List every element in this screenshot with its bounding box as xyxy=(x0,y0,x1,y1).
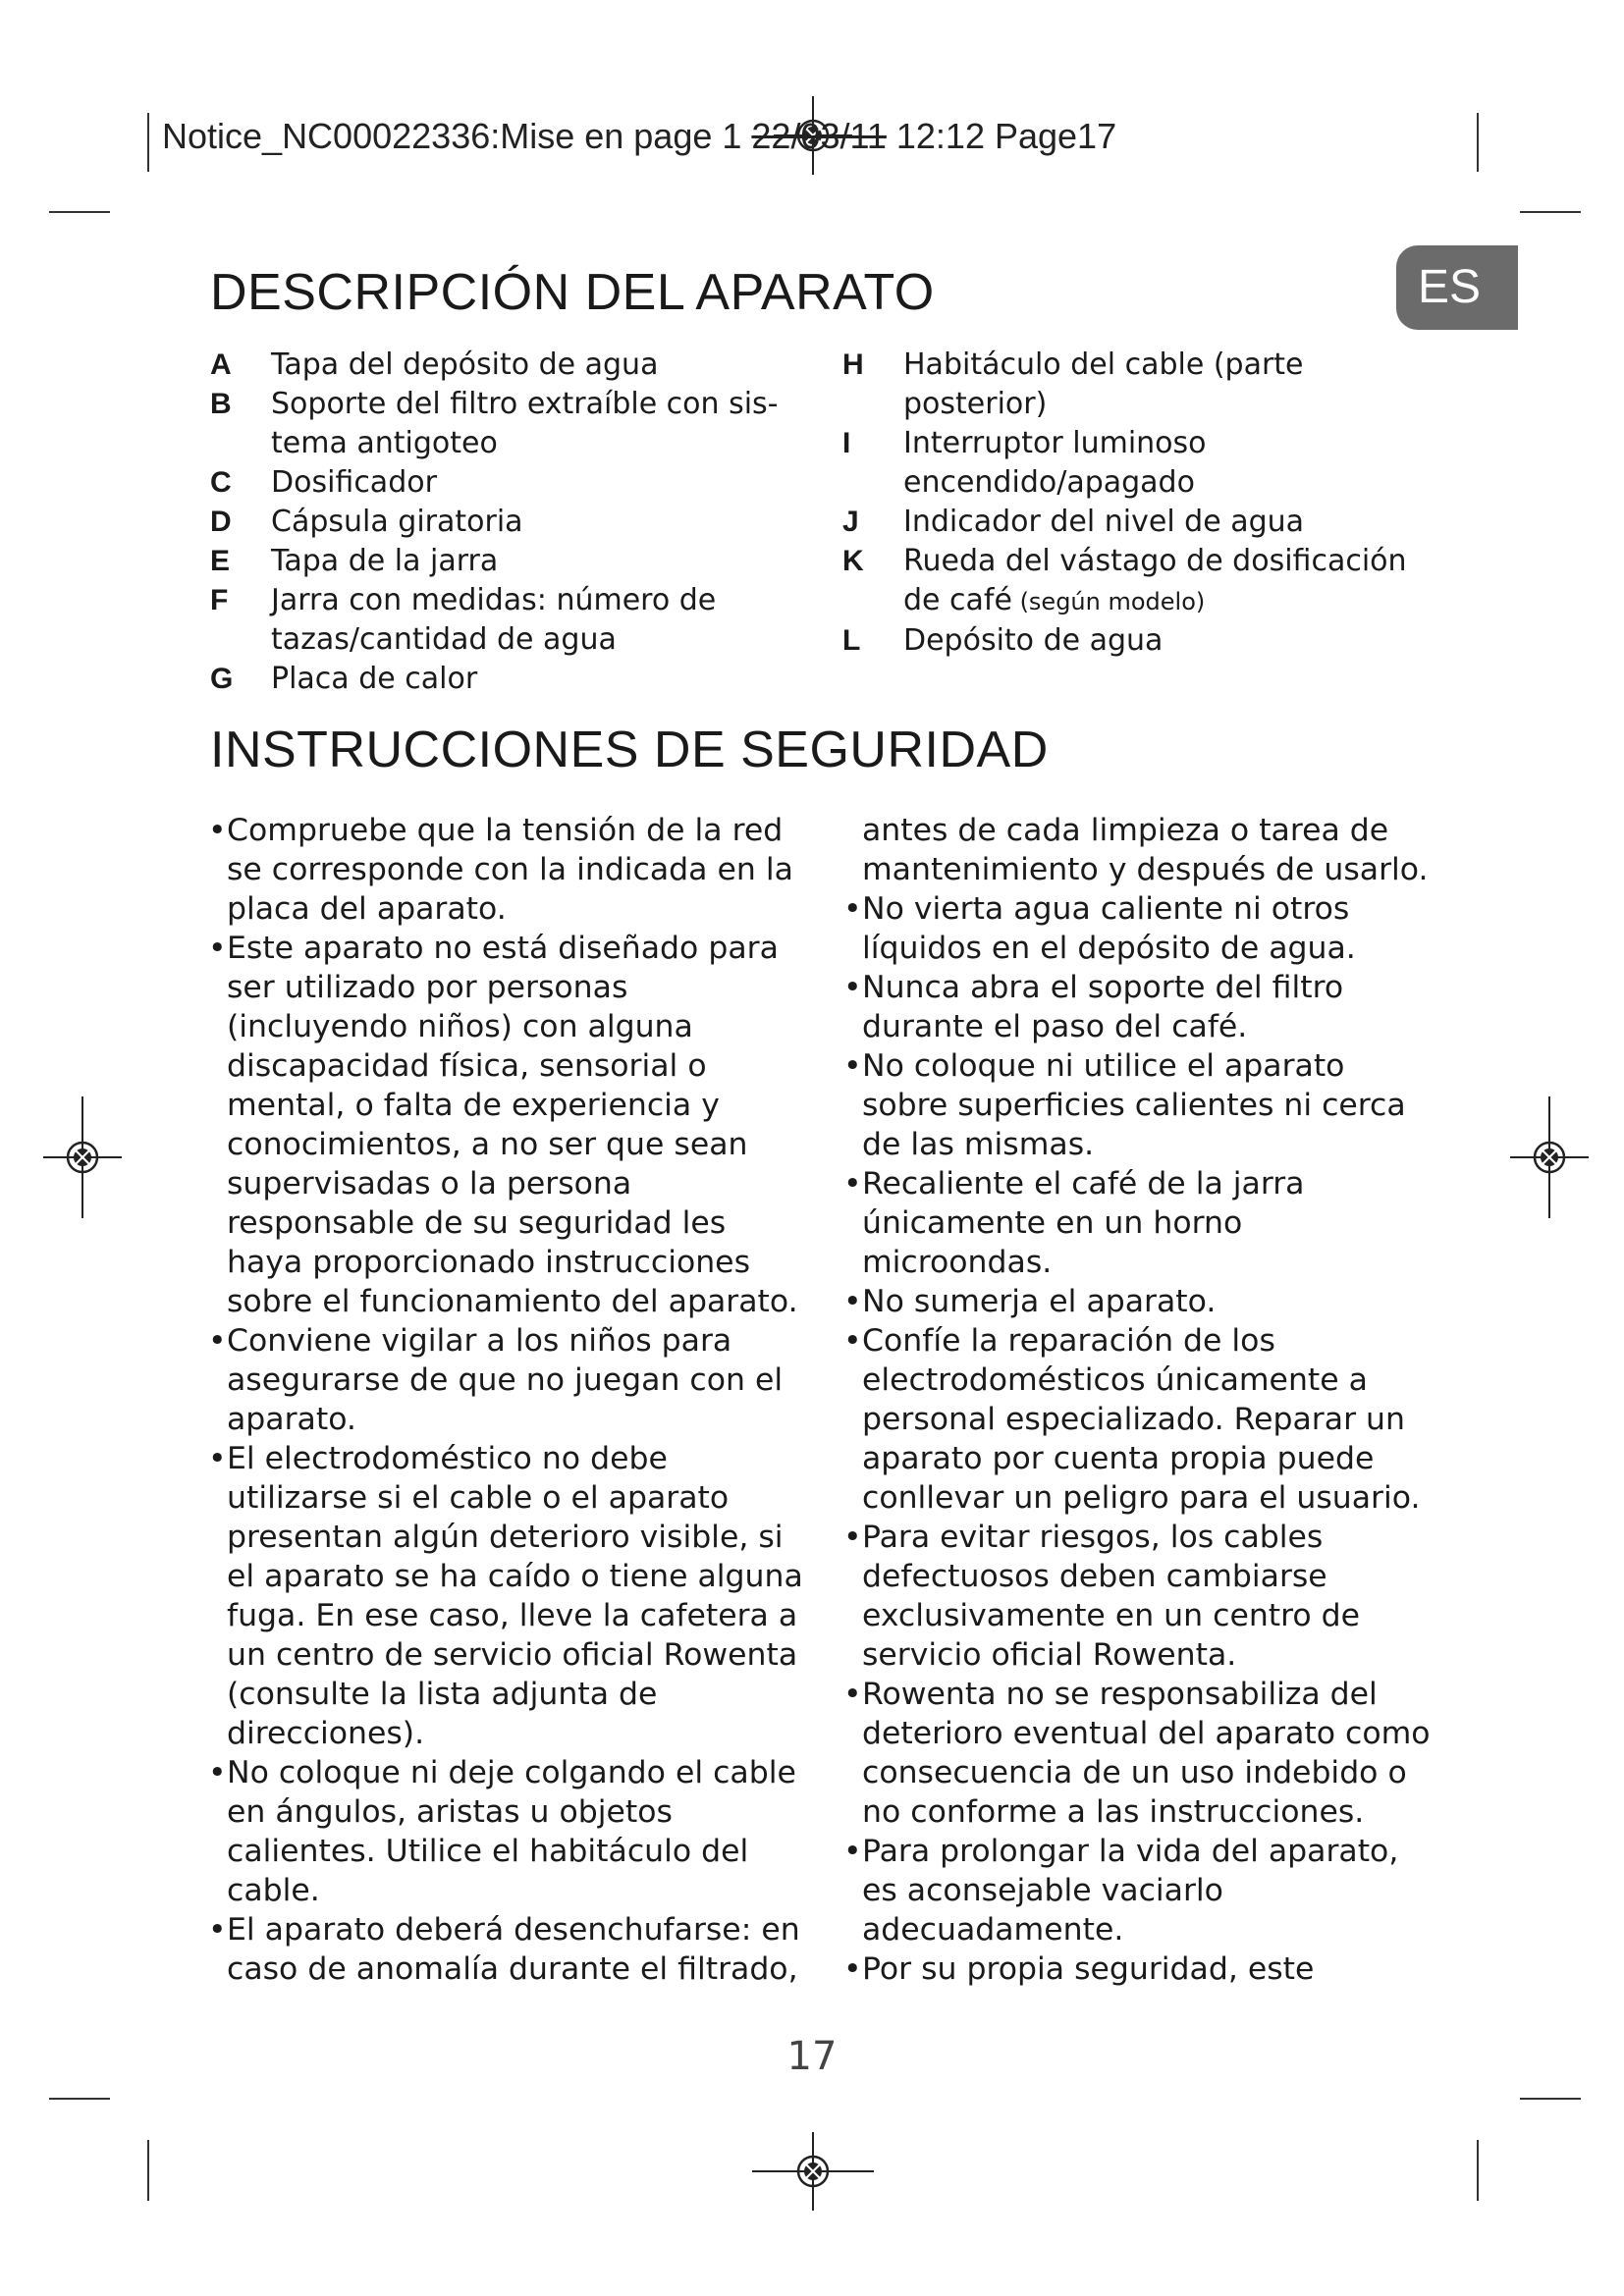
safety-line: mental, o falta de experiencia y xyxy=(227,1088,720,1123)
part-text-line xyxy=(903,385,1432,424)
part-text-segment: Cápsula giratoria xyxy=(271,505,523,539)
slug-prefix: Notice_NC00022336:Mise en page 1 xyxy=(162,116,752,156)
part-text xyxy=(903,424,1432,503)
safety-line: responsable de su seguridad les xyxy=(227,1205,727,1241)
part-letter: J xyxy=(842,506,859,538)
safety-line: presentan algún deterioro visible, si xyxy=(227,1520,784,1555)
safety-line: supervisadas o la persona xyxy=(227,1166,632,1201)
parts-list-left xyxy=(210,346,799,699)
part-text xyxy=(271,463,799,503)
safety-line: utilizarse si el cable o el aparato xyxy=(227,1480,730,1516)
safety-line: • Este aparato no está diseñado para xyxy=(210,929,839,968)
part-text xyxy=(903,542,1432,621)
safety-line: consecuencia de un uso indebido o xyxy=(862,1755,1407,1790)
safety-line: • Por su propia seguridad, este xyxy=(845,1949,1435,1989)
safety-bullet xyxy=(210,1753,839,1910)
safety-line: ser utilizado por personas xyxy=(227,970,628,1005)
part-text xyxy=(903,621,1432,661)
part-text-segment: Tapa de la jarra xyxy=(271,544,499,578)
safety-line: • El electrodoméstico no debe xyxy=(210,1439,839,1478)
safety-column-left xyxy=(210,811,839,1989)
part-text-line xyxy=(271,463,799,503)
safety-line: haya proporcionado instrucciones xyxy=(227,1245,750,1280)
safety-line: discapacidad física, sensorial o xyxy=(227,1048,707,1084)
part-text-line xyxy=(271,385,799,424)
part-letter: I xyxy=(842,427,851,459)
crop-mark-top-right-v xyxy=(1477,113,1479,172)
part-text-line xyxy=(903,503,1432,542)
safety-title: INSTRUCCIONES DE SEGURIDAD xyxy=(210,721,1049,778)
part-text-segment: encendido/apagado xyxy=(903,465,1195,500)
part-text-segment: Depósito de agua xyxy=(903,623,1164,658)
safety-bullet xyxy=(845,1832,1435,1949)
crop-mark-bottom-left-h xyxy=(49,2098,110,2100)
part-item-g xyxy=(210,660,799,699)
safety-line: • Rowenta no se responsabiliza del xyxy=(845,1675,1435,1714)
safety-line: únicamente en un horno xyxy=(862,1205,1243,1241)
safety-line: • El aparato deberá desenchufarse: en xyxy=(210,1910,839,1949)
part-text xyxy=(271,503,799,542)
safety-bullet xyxy=(845,1949,1435,1989)
part-text-line xyxy=(903,424,1432,463)
print-slug xyxy=(162,116,1116,157)
part-letter: G xyxy=(210,663,234,695)
crop-mark-top-left-h xyxy=(49,211,110,213)
crop-mark-top-right-h xyxy=(1520,211,1581,213)
safety-line: defectuosos deben cambiarse xyxy=(862,1559,1327,1594)
part-text-line xyxy=(271,346,799,385)
safety-line: (incluyendo niños) con alguna xyxy=(227,1009,693,1044)
part-text-segment: posterior) xyxy=(903,387,1048,421)
safety-line: • No coloque ni deje colgando el cable xyxy=(210,1753,839,1792)
safety-line: calientes. Utilice el habitáculo del xyxy=(227,1834,749,1869)
safety-line: deterioro eventual del aparato como xyxy=(862,1716,1431,1751)
safety-bullet xyxy=(845,968,1435,1046)
part-item-d xyxy=(210,503,799,542)
safety-line: sobre el funcionamiento del aparato. xyxy=(227,1284,798,1319)
safety-line: adecuadamente. xyxy=(862,1912,1124,1948)
safety-bullet xyxy=(210,1439,839,1753)
safety-line: • Nunca abra el soporte del filtro xyxy=(845,968,1435,1007)
safety-line: asegurarse de que no juegan con el xyxy=(227,1362,784,1398)
part-text xyxy=(271,346,799,385)
part-text-segment: Jarra con medidas: número de xyxy=(271,583,717,617)
safety-bullet xyxy=(845,1518,1435,1675)
safety-line: • No sumerja el aparato. xyxy=(845,1282,1435,1321)
safety-continuation xyxy=(845,811,1435,889)
part-item-b xyxy=(210,385,799,463)
part-text-line xyxy=(903,346,1432,385)
safety-bullet xyxy=(845,1321,1435,1518)
safety-line: • Compruebe que la tensión de la red xyxy=(210,811,839,850)
part-text-line xyxy=(271,542,799,581)
safety-bullet xyxy=(845,1282,1435,1321)
safety-bullet xyxy=(845,889,1435,968)
part-text xyxy=(271,660,799,699)
safety-line: • Para prolongar la vida del aparato, xyxy=(845,1832,1435,1871)
safety-column-right xyxy=(845,811,1435,1989)
crop-mark-bottom-right-h xyxy=(1520,2098,1581,2100)
safety-line: no conforme a las instrucciones. xyxy=(862,1794,1365,1830)
registration-mark-right-icon xyxy=(1510,1096,1589,1218)
safety-line: mantenimiento y después de usarlo. xyxy=(862,852,1429,887)
part-item-e xyxy=(210,542,799,581)
safety-line: aparato. xyxy=(227,1402,356,1437)
part-item-f xyxy=(210,581,799,660)
parts-list-right xyxy=(842,346,1432,661)
safety-line: sobre superficies calientes ni cerca xyxy=(862,1088,1406,1123)
part-letter: K xyxy=(842,545,864,577)
part-text-segment: de café xyxy=(903,583,1012,617)
part-text-line xyxy=(903,463,1432,503)
part-text xyxy=(271,581,799,660)
part-text-segment: Rueda del vástago de dosificación xyxy=(903,544,1407,578)
part-item-c xyxy=(210,463,799,503)
part-item-i xyxy=(842,424,1432,503)
part-letter: F xyxy=(210,584,229,616)
part-letter: B xyxy=(210,388,232,420)
safety-line: • No coloque ni utilice el aparato xyxy=(845,1046,1435,1086)
part-text-line xyxy=(903,542,1432,581)
crop-mark-bottom-right-v xyxy=(1477,2140,1479,2201)
safety-line: • Recaliente el café de la jarra xyxy=(845,1164,1435,1203)
part-text-segment: Soporte del filtro extraíble con sis- xyxy=(271,387,779,421)
safety-bullet xyxy=(210,1910,839,1989)
crop-mark-top-left-v xyxy=(147,113,149,172)
part-text-line xyxy=(903,581,1432,621)
part-item-h xyxy=(842,346,1432,424)
safety-line: en ángulos, aristas u objetos xyxy=(227,1794,673,1830)
safety-line: personal especializado. Reparar un xyxy=(862,1402,1405,1437)
safety-line: (consulte la lista adjunta de xyxy=(227,1677,658,1712)
slug-suffix: 12:12 Page17 xyxy=(886,116,1117,156)
safety-bullet xyxy=(210,1321,839,1439)
safety-line: • Confíe la reparación de los xyxy=(845,1321,1435,1361)
safety-line: durante el paso del café. xyxy=(862,1009,1248,1044)
part-text-segment: tazas/cantidad de agua xyxy=(271,622,617,657)
part-text-line xyxy=(903,621,1432,661)
safety-line: conocimientos, a no ser que sean xyxy=(227,1127,748,1162)
part-text-line xyxy=(271,660,799,699)
part-letter: H xyxy=(842,348,864,381)
part-text-line xyxy=(271,620,799,660)
description-title: DESCRIPCIÓN DEL APARATO xyxy=(210,264,935,321)
part-text-line xyxy=(271,581,799,620)
safety-line: conllevar un peligro para el usuario. xyxy=(862,1480,1421,1516)
safety-line: de las mismas. xyxy=(862,1127,1095,1162)
registration-mark-bottom-icon xyxy=(752,2132,874,2211)
registration-mark-left-icon xyxy=(43,1096,122,1218)
safety-bullet xyxy=(845,1164,1435,1282)
part-letter: L xyxy=(842,624,861,657)
safety-line: • Para evitar riesgos, los cables xyxy=(845,1518,1435,1557)
safety-line: direcciones). xyxy=(227,1716,425,1751)
safety-line: exclusivamente en un centro de xyxy=(862,1598,1361,1633)
safety-line: aparato por cuenta propia puede xyxy=(862,1441,1375,1476)
part-item-a xyxy=(210,346,799,385)
part-letter: C xyxy=(210,466,232,499)
crop-mark-bottom-left-v xyxy=(147,2140,149,2201)
part-letter: D xyxy=(210,506,232,538)
safety-bullet xyxy=(845,1675,1435,1832)
safety-line: es aconsejable vaciarlo xyxy=(862,1873,1223,1908)
part-item-j xyxy=(842,503,1432,542)
safety-bullet xyxy=(845,1046,1435,1164)
safety-line: cable. xyxy=(227,1873,320,1908)
safety-line: líquidos en el depósito de agua. xyxy=(862,931,1356,966)
safety-line: antes de cada limpieza o tarea de xyxy=(862,813,1389,848)
part-text xyxy=(903,346,1432,424)
safety-line: • No vierta agua caliente ni otros xyxy=(845,889,1435,929)
safety-line: placa del aparato. xyxy=(227,891,507,927)
safety-line: microondas. xyxy=(862,1245,1053,1280)
safety-bullet xyxy=(210,811,839,929)
part-text-segment: Habitáculo del cable (parte xyxy=(903,347,1304,382)
language-tab: ES xyxy=(1396,245,1518,330)
slug-date: 22/03/11 xyxy=(751,116,887,156)
part-text xyxy=(271,385,799,463)
safety-line: el aparato se ha caído o tiene alguna xyxy=(227,1559,803,1594)
part-note: (según modelo) xyxy=(1011,588,1206,615)
safety-line: servicio oficial Rowenta. xyxy=(862,1637,1237,1673)
part-text-line xyxy=(271,503,799,542)
part-text-segment: Interruptor luminoso xyxy=(903,426,1207,460)
page-number: 17 xyxy=(786,2034,838,2079)
safety-line: • Conviene vigilar a los niños para xyxy=(210,1321,839,1361)
part-text-segment: Placa de calor xyxy=(271,662,478,696)
part-item-k xyxy=(842,542,1432,621)
part-text-line xyxy=(271,424,799,463)
part-letter: A xyxy=(210,348,232,381)
part-text xyxy=(271,542,799,581)
safety-bullet xyxy=(210,929,839,1321)
part-item-l xyxy=(842,621,1432,661)
part-text-segment: tema antigoteo xyxy=(271,426,498,460)
safety-line: se corresponde con la indicada en la xyxy=(227,852,793,887)
part-letter: E xyxy=(210,545,231,577)
safety-line: caso de anomalía durante el filtrado, xyxy=(227,1951,798,1987)
safety-line: electrodomésticos únicamente a xyxy=(862,1362,1368,1398)
part-text-segment: Dosificador xyxy=(271,465,437,500)
part-text-segment: Indicador del nivel de agua xyxy=(903,505,1305,539)
safety-line: un centro de servicio oficial Rowenta xyxy=(227,1637,798,1673)
safety-line: fuga. En ese caso, lleve la cafetera a xyxy=(227,1598,798,1633)
part-text-segment: Tapa del depósito de agua xyxy=(271,347,659,382)
part-text xyxy=(903,503,1432,542)
